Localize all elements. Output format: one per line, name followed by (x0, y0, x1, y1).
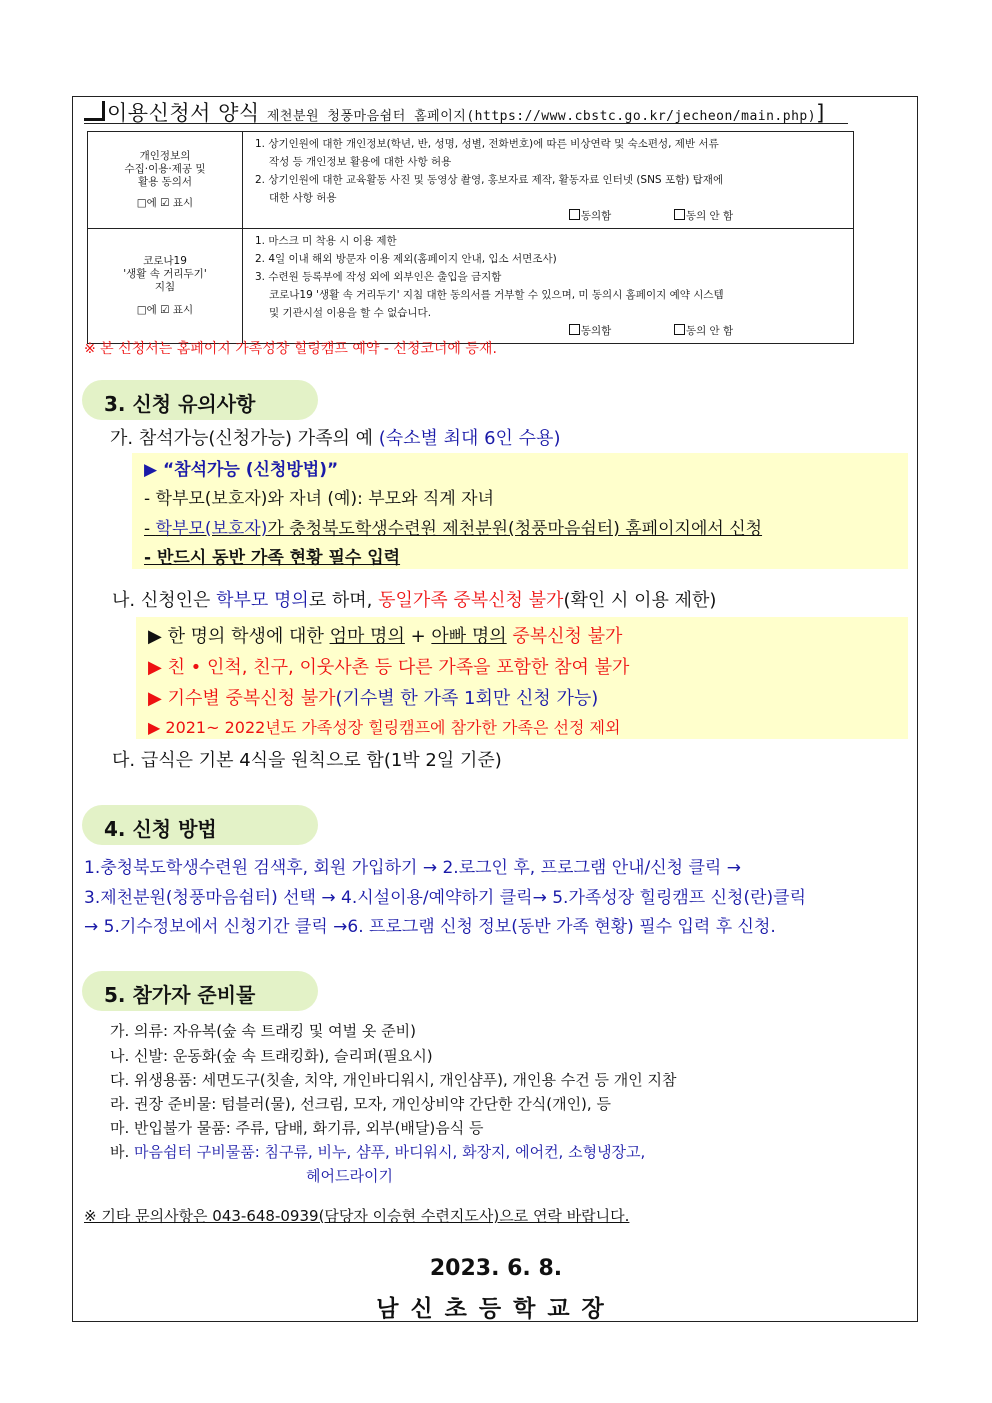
restriction-line2: ▶ 친 • 인척, 친구, 이웃사촌 등 다른 가족을 포함한 참여 불가 (148, 657, 630, 678)
supply-item-6: 바. 마음쉼터 구비물품: 침구류, 비누, 샴푸, 바디워시, 화장지, 에어컨, 소형냉장고, (110, 1143, 646, 1161)
consent-row-privacy (88, 132, 854, 229)
privacy-mark-hint: □에 ☑ 표시 (136, 197, 194, 209)
section3-heading: 3. 신청 유의사항 (82, 380, 318, 420)
eligible-line3: - 반드시 동반 가족 현황 필수 입력 (144, 548, 401, 568)
section5-heading: 5. 참가자 준비물 (82, 971, 318, 1011)
restriction-line3: ▶ 기수별 중복신청 불가(기수별 한 가족 1회만 신청 가능) (148, 688, 599, 709)
privacy-text-cell: 1. 상기인원에 대한 개인정보(학년, 반, 성명, 성별, 전화번호)에 따른 비상연락 및 숙소편성, 제반 서류 작성 등 개인정보 활용에 대한 사항 허용 2. 상기인원에 대한 교육활동 사진 및 동영상 촬영, 홍보자료 제작, 활동자료 인터넷 (SNS 포함) 탑재에 대한 사항 허용 동의함 동의 안 함 (243, 132, 854, 229)
supply-item-3: 다. 위생용품: 세면도구(칫솔, 치약, 개인바디워시, 개인샴푸), 개인용 수건 등 개인 지참 (110, 1071, 677, 1089)
privacy-label-cell: 개인정보의 수집·이용·제공 및 활용 동의서 □에 ☑ 표시 (88, 132, 243, 229)
issue-date: 2023. 6. 8. (429, 1256, 563, 1281)
supply-item-1: 가. 의류: 자유복(숲 속 트래킹 및 여벌 옷 준비) (110, 1022, 417, 1040)
covid-mark-hint: □에 ☑ 표시 (136, 304, 194, 316)
register-note: ※ 본 신청서는 홈페이지 가족성장 힐링캠프 예약 - 신청코너에 등재. (84, 341, 497, 357)
covid-text-cell: 1. 마스크 미 착용 시 이용 제한 2. 4일 이내 해외 방문자 이용 제외(홈페이지 안내, 입소 서면조사) 3. 수련원 등록부에 작성 외에 외부인은 출입을 금지함 코로나19 '생활 속 거리두기' 지침 대한 동의서를 거부할 수 있으며, 미 동의시 홈페이지 예약 시스템 및 기관시설 이용을 할 수 없습니다. 동의함 동의 안 함 (243, 229, 854, 344)
form-title: 이용신청서 양식 제천분원 청풍마음쉼터 홈페이지(https://www.cbstc.go.kr/jecheon/main.php)] (84, 97, 825, 127)
consent-table (87, 131, 854, 344)
privacy-agree-options: 동의함 동의 안 함 (255, 207, 847, 225)
privacy-disagree-checkbox[interactable] (674, 209, 685, 220)
covid-label-cell: 코로나19 '생활 속 거리두기' 지침 □에 ☑ 표시 (88, 229, 243, 344)
form-subtitle: 제천분원 청풍마음쉼터 홈페이지(https://www.cbstc.go.kr/jecheon/main.php) (266, 109, 817, 124)
method-line3: → 5.기수정보에서 신청기간 클릭 →6. 프로그램 신청 정보(동반 가족 현황) 필수 입력 후 신청. (84, 917, 776, 937)
supply-item-4: 라. 권장 준비물: 텀블러(물), 선크림, 모자, 개인상비약 간단한 간식(개인), 등 (110, 1095, 611, 1113)
restriction-line4: ▶ 2021~ 2022년도 가족성장 힐링캠프에 참가한 가족은 선정 제외 (148, 718, 621, 737)
supply-item-5: 마. 반입불가 물품: 주류, 담배, 화기류, 외부(배달)음식 등 (110, 1119, 484, 1137)
privacy-agree-checkbox[interactable] (569, 209, 580, 220)
section4-heading: 4. 신청 방법 (82, 805, 318, 845)
restriction-line1: ▶ 한 명의 학생에 대한 엄마 명의 + 아빠 명의 중복신청 불가 (148, 626, 623, 647)
title-underline (84, 123, 848, 124)
covid-disagree-checkbox[interactable] (674, 324, 685, 335)
signatory: 남신초등학교장 (376, 1296, 616, 1322)
supply-item-2: 나. 신발: 운동화(숲 속 트래킹화), 슬리퍼(필요시) (110, 1047, 433, 1065)
eligible-line2: - 학부모(보호자)가 충청북도학생수련원 제천분원(청풍마음쉼터) 홈페이지에서 신청 (144, 519, 763, 539)
section3-ga: 가. 참석가능(신청가능) 가족의 예 (숙소별 최대 6인 수용) (110, 428, 561, 449)
covid-agree-checkbox[interactable] (569, 324, 580, 335)
section3-da: 다. 급식은 기본 4식을 원칙으로 함(1박 2일 기준) (112, 750, 502, 771)
section3-na: 나. 신청인은 학부모 명의로 하며, 동일가족 중복신청 불가(확인 시 이용 제한) (112, 590, 717, 611)
method-line1: 1.충청북도학생수련원 검색후, 회원 가입하기 → 2.로그인 후, 프로그램 안내/신청 클릭 → (84, 858, 742, 878)
eligible-line1: - 학부모(보호자)와 자녀 (예): 부모와 직계 자녀 (144, 489, 494, 509)
corner-mark-icon (84, 101, 105, 121)
supply-item-6-cont: 헤어드라이기 (306, 1167, 393, 1185)
method-line2: 3.제천분원(청풍마음쉼터) 선택 → 4.시설이용/예약하기 클릭→ 5.가족성장 힐링캠프 신청(란)클릭 (84, 888, 806, 908)
eligible-title: ▶ “참석가능 (신청방법)” (144, 460, 339, 480)
consent-row-covid (88, 229, 854, 344)
contact-note: ※ 기타 문의사항은 043-648-0939(담당자 이승현 수련지도사)으로 연락 바랍니다. (84, 1207, 630, 1225)
covid-agree-options: 동의함 동의 안 함 (255, 322, 847, 340)
